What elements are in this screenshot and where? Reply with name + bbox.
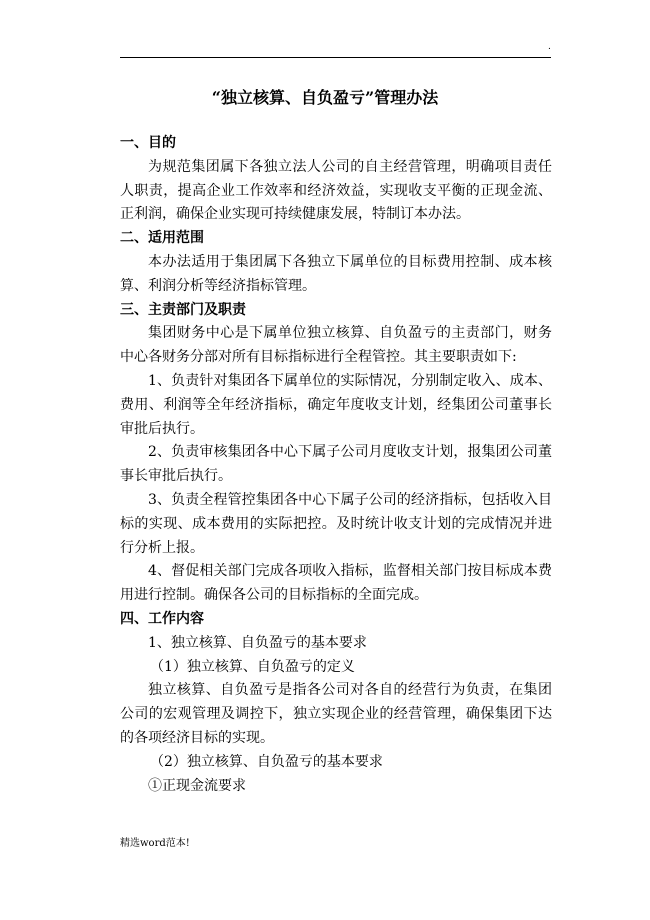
responsibility-item-4: 4、督促相关部门完成各项收入指标，监督相关部门按目标成本费用进行控制。确保各公司的目标指标的全面完成。 <box>120 563 552 604</box>
section-heading-scope: 二、适用范围 <box>120 230 204 247</box>
header-mark: . <box>548 42 551 52</box>
responsibility-item-1: 1、负责针对集团各下属单位的实际情况，分别制定收入、成本、费用、利润等全年经济指标，确定年度收支计划，经集团公司董事长审批后执行。 <box>120 372 552 437</box>
section-heading-work-content: 四、工作内容 <box>120 610 204 627</box>
paragraph-responsibilities: 集团财务中心是下属单位独立核算、自负盈亏的主责部门，财务中心各财务分部对所有目标指标进行全程管控。其主要职责如下: <box>120 325 552 366</box>
subheading-definition: （1）独立核算、自负盈亏的定义 <box>150 658 355 675</box>
responsibility-item-3: 3、负责全程管控集团各中心下属子公司的经济指标，包括收入目标的实现、成本费用的实际把控。及时统计收支计划的完成情况并进行分析上报。 <box>120 491 552 556</box>
paragraph-scope: 本办法适用于集团属下各独立下属单位的目标费用控制、成本核算、利润分析等经济指标管理。 <box>120 253 552 294</box>
paragraph-purpose: 为规范集团属下各独立法人公司的自主经营管理，明确项目责任人职责，提高企业工作效率和经济效益，实现收支平衡的正现金流、正利润，确保企业实现可持续健康发展，特制订本办法。 <box>120 158 552 223</box>
document-body <box>120 132 552 798</box>
paragraph-definition: 独立核算、自负盈亏是指各公司对各自的经营行为负责，在集团公司的宏观管理及调控下，独立实现企业的经营管理，确保集团下达的各项经济目标的实现。 <box>120 682 552 746</box>
section-heading-purpose: 一、目的 <box>120 135 176 151</box>
subheading-requirements: （2）独立核算、自负盈亏的基本要求 <box>150 753 383 770</box>
item-positive-cash-flow: ①正现金流要求 <box>148 777 246 794</box>
header-rule <box>120 57 551 58</box>
responsibility-item-2: 2、负责审核集团各中心下属子公司月度收支计划，报集团公司董事长审批后执行。 <box>120 444 552 485</box>
footer-note: 精选word范本! <box>120 838 190 849</box>
document-title: “独立核算、自负盈亏”管理办法 <box>211 88 439 107</box>
subheading-basic-requirements: 1、独立核算、自负盈亏的基本要求 <box>148 634 367 651</box>
section-heading-responsibilities: 三、主责部门及职责 <box>120 301 246 318</box>
